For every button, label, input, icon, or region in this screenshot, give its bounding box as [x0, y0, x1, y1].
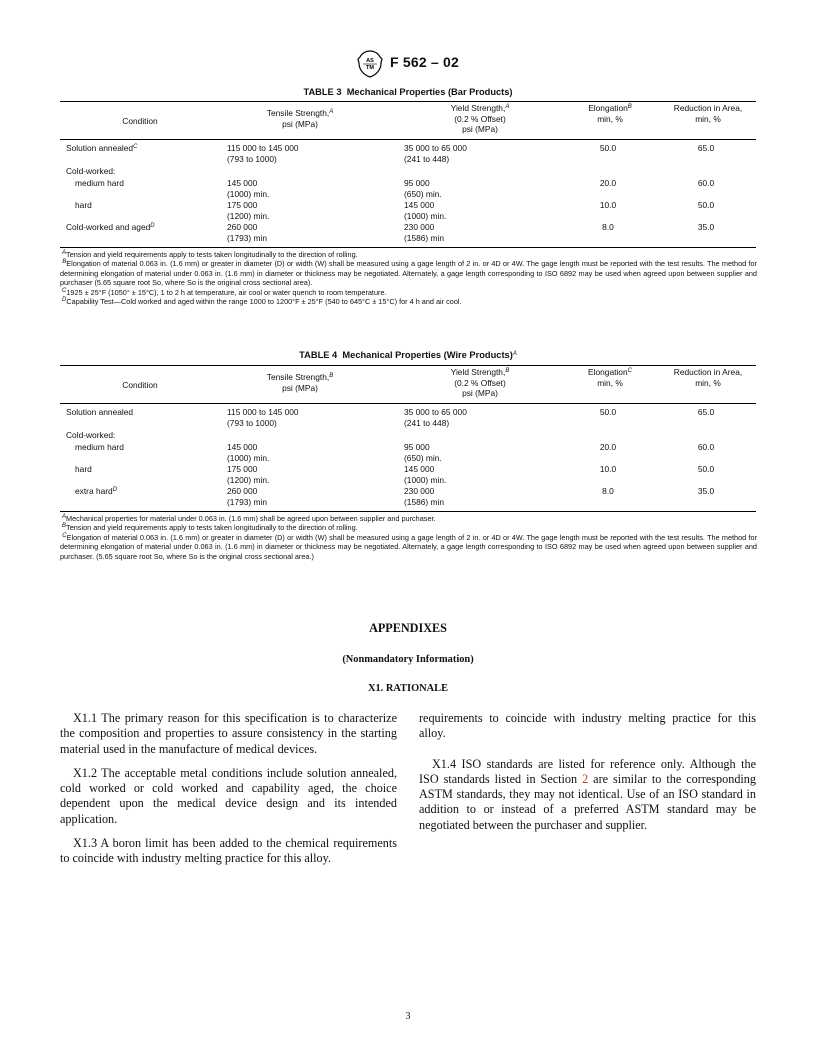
table-cell: 50.0 [599, 143, 617, 153]
svg-text:TM: TM [366, 65, 374, 71]
table3-col-reduction: Reduction in Area, min, % [673, 103, 743, 124]
table-cell: 50.0 [697, 200, 715, 210]
table-cell: Cold-worked: [66, 430, 116, 440]
table-cell: hard [75, 200, 92, 210]
document-designation: F 562 – 02 [390, 54, 459, 70]
table3-footnotes [60, 250, 757, 306]
table-cell: 35.0 [697, 222, 715, 232]
table-cell: 145 000 (1000) min. [404, 464, 447, 485]
astm-logo-icon [357, 50, 383, 78]
paragraph-x1-3-cont: requirements to coincide with industry melting practice for this alloy. [419, 711, 756, 741]
table-cell: 115 000 to 145 000 (793 to 1000) [227, 143, 299, 164]
table-cell: 175 000 (1200) min. [227, 464, 270, 485]
table-cell: extra hard$^D$ [75, 486, 118, 496]
table-cell: Cold-worked: [66, 166, 116, 176]
table-cell: 260 000 (1793) min [227, 486, 268, 507]
table4-col-reduction: Reduction in Area, min, % [673, 367, 743, 388]
table3-top-rule [60, 101, 756, 102]
table4-col-yield: Yield Strength,$^B$ (0.2 % Offset) psi (MPa) [450, 367, 510, 398]
paragraph-x1-1: X1.1 The primary reason for this specification is to characterize the composition and properties to assure consistency in the starting material used in the manufacture of medical devices. [60, 711, 397, 756]
table3-col-elongation: Elongation$^B$ min, % [588, 103, 632, 124]
table3-col-tensile: Tensile Strength,$^A$ psi (MPa) [266, 108, 334, 129]
table-cell: 260 000 (1793) min [227, 222, 268, 243]
table-cell: 60.0 [697, 178, 715, 188]
table4-col-tensile: Tensile Strength,$^B$ psi (MPa) [266, 372, 334, 393]
table-cell: Cold-worked and aged$^D$ [66, 222, 155, 232]
footnote: $^A$Tension and yield requirements apply to tests taken longitudinally to the direction of rolling. [62, 250, 358, 259]
table-cell: Solution annealed [66, 407, 134, 417]
appendix-right-column [419, 711, 756, 842]
table-cell: 115 000 to 145 000 (793 to 1000) [227, 407, 299, 428]
table-cell: 8.0 [602, 222, 614, 232]
appendix-left-column [60, 711, 397, 866]
table-cell: 145 000 (1000) min. [404, 200, 447, 221]
table-cell: 35.0 [697, 486, 715, 496]
footnote: $^B$Elongation of material 0.063 in. (1.6 mm) or greater in diameter (D) or width (W) shall be measured using a gage length of 2 in. or 4D or 4W. The gage length must be reported with the test results. The method for determining elongation of material under 0.063 in. (1.6 mm) in diameter or thickness may be negotiated. Alternately, a gage length corresponding to ISO 6892 may be used when agreed upon between supplier and purchaser (5.65 square root So, where So is the original cross sectional area). [60, 259, 757, 288]
table3-header-rule [60, 139, 756, 140]
table-cell: 145 000 (1000) min. [227, 442, 270, 463]
table-cell: 10.0 [599, 464, 617, 474]
table-cell: hard [75, 464, 92, 474]
table-cell: Solution annealed$^C$ [66, 143, 138, 153]
table-cell: medium hard [75, 442, 124, 452]
table-cell: 35 000 to 65 000 (241 to 448) [404, 143, 467, 164]
table4-footnotes [60, 514, 757, 561]
table4-top-rule [60, 365, 756, 366]
table-cell: 8.0 [602, 486, 614, 496]
table3-caption [60, 87, 756, 97]
footnote: $^B$Tension and yield requirements apply to tests taken longitudinally to the direction of rolling. [62, 523, 358, 533]
table4-col-condition: Condition [122, 380, 158, 390]
table-cell: 35 000 to 65 000 (241 to 448) [404, 407, 467, 428]
footnote: $^C$1925 ± 25°F (1050° ± 15°C), 1 to 2 h at temperature, air cool or water quench to room temperature. [62, 287, 387, 297]
table3-col-condition: Condition [122, 116, 158, 126]
table-cell: 50.0 [697, 464, 715, 474]
appendix-section-heading: X1. RATIONALE [367, 683, 449, 694]
paragraph-x1-3: X1.3 A boron limit has been added to the chemical requirements to coincide with industry melting practice for this alloy. [60, 836, 397, 866]
appendix-title: APPENDIXES [369, 621, 447, 635]
table4-caption: TABLE 4 Mechanical Properties (Wire Products)$^A$ [299, 350, 517, 360]
table4-col-elongation: Elongation$^C$ min, % [588, 367, 632, 388]
table4-caption-title: Mechanical Properties (Wire Products) [342, 350, 513, 360]
table-cell: 20.0 [599, 178, 617, 188]
table-cell: 60.0 [697, 442, 715, 452]
table-cell: 65.0 [697, 407, 715, 417]
svg-text:AS: AS [366, 58, 374, 64]
table-cell: 95 000 (650) min. [404, 442, 442, 463]
section-2-link[interactable]: 2 [582, 771, 589, 786]
table-cell: 175 000 (1200) min. [227, 200, 270, 221]
table4-bottom-rule [60, 511, 756, 512]
table-cell: 65.0 [697, 143, 715, 153]
page-number: 3 [405, 1011, 411, 1022]
table-cell: 50.0 [599, 407, 617, 417]
table-cell: 10.0 [599, 200, 617, 210]
table4-header-rule [60, 403, 756, 404]
table-cell: 145 000 (1000) min. [227, 178, 270, 199]
table4-caption-prefix: TABLE 4 [299, 350, 338, 360]
table3-col-yield: Yield Strength,$^A$ (0.2 % Offset) psi (MPa) [450, 103, 510, 134]
paragraph-x1-2: X1.2 The acceptable metal conditions include solution annealed, cold worked or cold worked and capability aged, the choice dependent upon the medical device design and its intended application. [60, 765, 397, 826]
table-cell: 95 000 (650) min. [404, 178, 442, 199]
footnote: $^C$Elongation of material 0.063 in. (1.6 mm) or greater in diameter (D) or width (W) shall be measured using a gage length of 2 in. or 4D or 4W. The gage length must be reported with the test results. The method for determining elongation of material under 0.063 in. (1.6 mm) in diameter or thickness may be negotiated. Alternately, a gage length corresponding to ISO 6892 may be used when agreed upon between supplier and purchaser. (5.65 square root So, where So is the original cross sectional area.) [60, 532, 757, 561]
table-cell: 230 000 (1586) min [404, 222, 445, 243]
table-cell: 20.0 [599, 442, 617, 452]
table-cell: medium hard [75, 178, 124, 188]
table-cell: 230 000 (1586) min [404, 486, 445, 507]
footnote: $^D$Capability Test—Cold worked and aged within the range 1000 to 1200°F ± 25°F (540 to 645°C ± 15°C) for 4 h and air cool. [62, 297, 462, 307]
paragraph-x1-4: X1.4 ISO standards are listed for reference only. Although the ISO standards listed in Section 2 are similar to the corresponding ASTM standards, they may not identical. Use of an ISO standard in addition to or instead of a preferred ASTM standard may be negotiated between the purchaser and supplier. [419, 756, 756, 832]
appendix-subtitle: (Nonmandatory Information) [342, 654, 474, 665]
table3-caption-prefix: TABLE 3 [303, 87, 342, 97]
table3-bottom-rule [60, 247, 756, 248]
table3-caption-title: Mechanical Properties (Bar Products) [346, 87, 513, 97]
footnote: $^A$Mechanical properties for material under 0.063 in. (1.6 mm) shall be agreed upon between supplier and purchaser. [62, 514, 436, 523]
